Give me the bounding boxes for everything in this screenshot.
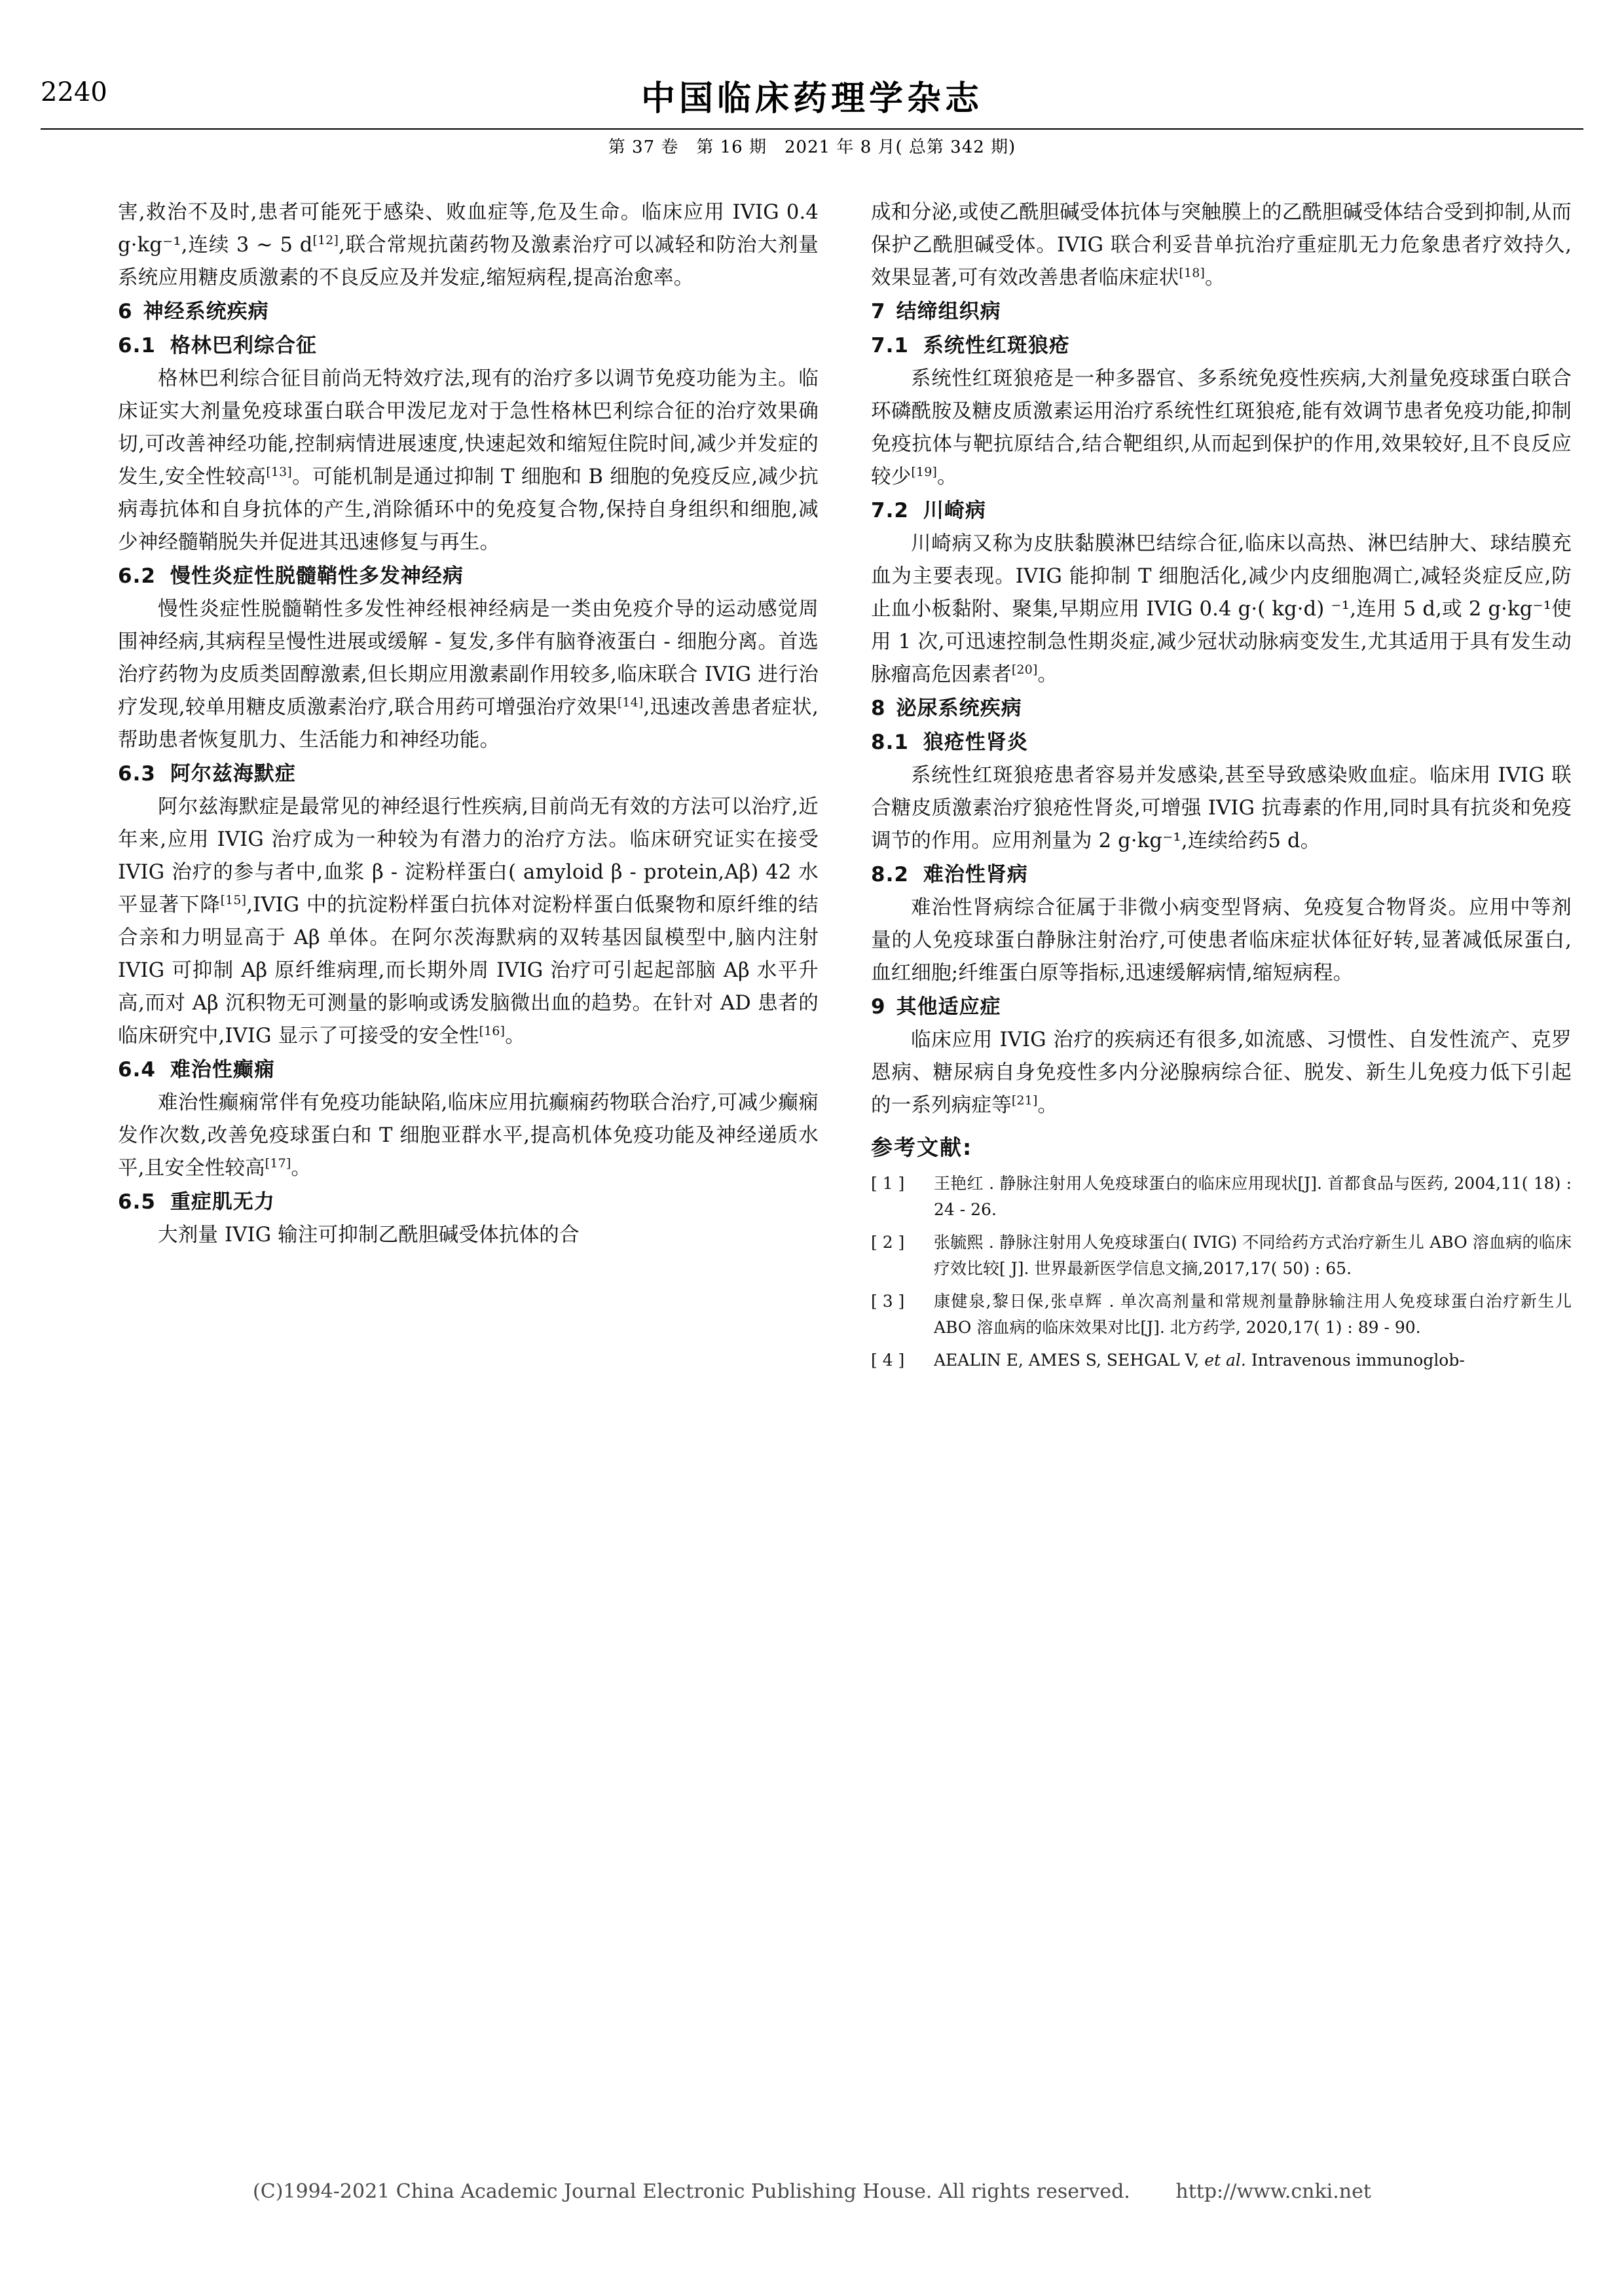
section-heading xyxy=(871,990,1572,1024)
section-title: 难治性肾病 xyxy=(923,863,1028,886)
reference-number: [ 2 ] xyxy=(871,1233,905,1252)
section-number: 6.5 xyxy=(118,1190,156,1214)
reference-text: 康健泉,黎日保,张卓辉 . 单次高剂量和常规剂量静脉输注用人免疫球蛋白治疗新生儿 ABO 溶血病的临床效果对比[J]. 北方药学, 2020,17( 1) : 89 - 90. xyxy=(934,1292,1572,1337)
body-paragraph: 系统性红斑狼疮是一种多器官、多系统免疫性疾病,大剂量免疫球蛋白联合环磷酰胺及糖皮质激素运用治疗系统性红斑狼疮,能有效调节患者免疫功能,抑制免疫抗体与靶抗原结合,结合靶组织,从而起到保护的作用,效果较好,且不良反应较少[19]。 xyxy=(871,367,1572,488)
section-heading xyxy=(871,329,1572,363)
section-heading xyxy=(871,295,1572,329)
footer xyxy=(0,2180,1624,2203)
body-paragraph: 成和分泌,或使乙酰胆碱受体抗体与突触膜上的乙酰胆碱受体结合受到抑制,从而保护乙酰胆碱受体。IVIG 联合利妥昔单抗治疗重症肌无力危象患者疗效持久,效果显著,可有效改善患者临床症状[18]。 xyxy=(871,201,1572,289)
section-heading xyxy=(871,691,1572,725)
body-paragraph: 害,救治不及时,患者可能死于感染、败血症等,危及生命。临床应用 IVIG 0.4 g·kg⁻¹,连续 3 ~ 5 d[12],联合常规抗菌药物及激素治疗可以减轻和防治大剂量系统应用糖皮质激素的不良反应及并发症,缩短病程,提高治愈率。 xyxy=(118,201,819,289)
section-heading xyxy=(118,329,819,363)
section-title: 阿尔兹海默症 xyxy=(170,762,296,786)
body-paragraph: 系统性红斑狼疮患者容易并发感染,甚至导致感染败血症。临床用 IVIG 联合糖皮质激素治疗狼疮性肾炎,可增强 IVIG 抗毒素的作用,同时具有抗炎和免疫调节的作用。应用剂量为 2 g·kg⁻¹,连续给药5 d。 xyxy=(871,764,1572,852)
section-title: 泌尿系统疾病 xyxy=(896,697,1022,720)
reference-number: [ 4 ] xyxy=(871,1351,905,1370)
body-paragraph: 难治性癫痫常伴有免疫功能缺陷,临床应用抗癫痫药物联合治疗,可减少癫痫发作次数,改善免疫球蛋白和 T 细胞亚群水平,提高机体免疫功能及神经递质水平,且安全性较高[17]。 xyxy=(118,1091,819,1180)
section-heading xyxy=(118,757,819,791)
reference-item xyxy=(871,1347,1572,1374)
section-number: 6.3 xyxy=(118,762,156,786)
section-number: 7 xyxy=(871,300,886,323)
section-title: 难治性癫痫 xyxy=(170,1058,275,1082)
body-paragraph: 阿尔兹海默症是最常见的神经退行性疾病,目前尚无有效的方法可以治疗,近年来,应用 IVIG 治疗成为一种较为有潜力的治疗方法。临床研究证实在接受 IVIG 治疗的参与者中,血浆 β - 淀粉样蛋白( amyloid β - protein,Aβ) 42 水平显著下降[15],IVIG 中的抗淀粉样蛋白抗体对淀粉样蛋白低聚物和原纤维的结合亲和力明显高于 Aβ 单体。在阿尔茨海默病的双转基因鼠模型中,脑内注射 IVIG 可抑制 Aβ 原纤维病理,而长期外周 IVIG 治疗可引起起部脑 Aβ 水平升高,而对 Aβ 沉积物无可测量的影响或诱发脑微出血的趋势。在针对 AD 患者的临床研究中,IVIG 显示了可接受的安全性[16]。 xyxy=(118,795,819,1048)
section-heading xyxy=(118,1185,819,1219)
section-number: 7.2 xyxy=(871,499,909,522)
right-column xyxy=(871,196,1572,1374)
section-heading xyxy=(118,295,819,329)
body-paragraph: 临床应用 IVIG 治疗的疾病还有很多,如流感、习惯性、自发性流产、克罗恩病、糖尿病自身免疫性多内分泌腺病综合征、脱发、新生儿免疫力低下引起的一系列病症等[21]。 xyxy=(871,1029,1572,1117)
reference-number: [ 1 ] xyxy=(871,1174,905,1193)
body-paragraph: 大剂量 IVIG 输注可抑制乙酰胆碱受体抗体的合 xyxy=(158,1224,580,1247)
section-heading xyxy=(118,559,819,593)
journal-title: 中国临床药理学杂志 xyxy=(640,79,983,118)
footer-copyright: (C)1994-2021 China Academic Journal Electronic Publishing House. All rights reserved. xyxy=(253,2180,1130,2203)
section-title: 川崎病 xyxy=(923,499,986,522)
section-number: 6.1 xyxy=(118,334,156,357)
section-heading xyxy=(871,494,1572,528)
section-number: 8 xyxy=(871,697,886,720)
section-heading xyxy=(871,725,1572,759)
reference-text: 王艳红 . 静脉注射用人免疫球蛋白的临床应用现状[J]. 首都食品与医药, 2004,11( 18) : 24 - 26. xyxy=(934,1174,1572,1219)
section-title: 重症肌无力 xyxy=(170,1190,275,1214)
body-paragraph: 难治性肾病综合征属于非微小病变型肾病、免疫复合物肾炎。应用中等剂量的人免疫球蛋白静脉注射治疗,可使患者临床症状体征好转,显著减低尿蛋白,血红细胞;纤维蛋白原等指标,迅速缓解病情,缩短病程。 xyxy=(871,896,1572,985)
footer-url[interactable]: http://www.cnki.net xyxy=(1175,2180,1371,2203)
body-paragraph: 慢性炎症性脱髓鞘性多发性神经根神经病是一类由免疫介导的运动感觉周围神经病,其病程呈慢性进展或缓解 - 复发,多伴有脑脊液蛋白 - 细胞分离。首选治疗药物为皮质类固醇激素,但长期应用激素副作用较多,临床联合 IVIG 进行治疗发现,较单用糖皮质激素治疗,联合用药可增强治疗效果[14],迅速改善患者症状,帮助患者恢复肌力、生活能力和神经功能。 xyxy=(118,598,819,752)
journal-issue-line: 第 37 卷 第 16 期 2021 年 8 月( 总第 342 期) xyxy=(608,137,1016,158)
section-number: 9 xyxy=(871,995,886,1019)
reference-text: AEALIN E, AMES S, SEHGAL V, et al. Intravenous immunoglob- xyxy=(934,1351,1465,1370)
section-title: 神经系统疾病 xyxy=(143,300,269,323)
section-title: 系统性红斑狼疮 xyxy=(923,334,1070,357)
reference-item xyxy=(871,1171,1572,1223)
body-paragraph: 格林巴利综合征目前尚无特效疗法,现有的治疗多以调节免疫功能为主。临床证实大剂量免疫球蛋白联合甲泼尼龙对于急性格林巴利综合征的治疗效果确切,可改善神经功能,控制病情进展速度,快速起效和缩短住院时间,减少并发症的发生,安全性较高[13]。可能机制是通过抑制 T 细胞和 B 细胞的免疫反应,减少抗病毒抗体和自身抗体的产生,消除循环中的免疫复合物,保持自身组织和细胞,减少神经髓鞘脱失并促进其迅速修复与再生。 xyxy=(118,367,819,554)
references-list xyxy=(871,1171,1572,1374)
section-heading xyxy=(118,1053,819,1087)
reference-text: 张毓熙 . 静脉注射用人免疫球蛋白( IVIG) 不同给药方式治疗新生儿 ABO 溶血病的临床疗效比较[ J]. 世界最新医学信息文摘,2017,17( 50) : 65. xyxy=(934,1233,1572,1278)
section-title: 格林巴利综合征 xyxy=(170,334,317,357)
section-title: 结缔组织病 xyxy=(896,300,1001,323)
section-number: 6.4 xyxy=(118,1058,156,1082)
section-number: 8.1 xyxy=(871,731,909,754)
references-title: 参考文献: xyxy=(871,1135,973,1160)
left-column xyxy=(118,196,819,1252)
section-number: 6 xyxy=(118,300,133,323)
section-title: 慢性炎症性脱髓鞘性多发神经病 xyxy=(170,564,464,588)
body-paragraph: 川崎病又称为皮肤黏膜淋巴结综合征,临床以高热、淋巴结肿大、球结膜充血为主要表现。IVIG 能抑制 T 细胞活化,减少内皮细胞凋亡,减轻炎症反应,防止血小板黏附、聚集,早期应用 IVIG 0.4 g·( kg·d) ⁻¹,连用 5 d,或 2 g·kg⁻¹使用 1 次,可迅速控制急性期炎症,减少冠状动脉病变发生,尤其适用于具有发生动脉瘤高危因素者[20]。 xyxy=(871,532,1572,686)
section-title: 其他适应症 xyxy=(896,995,1001,1019)
reference-item xyxy=(871,1288,1572,1341)
page-header xyxy=(0,79,1624,158)
reference-item xyxy=(871,1230,1572,1282)
section-number: 8.2 xyxy=(871,863,909,886)
section-number: 6.2 xyxy=(118,564,156,588)
reference-number: [ 3 ] xyxy=(871,1292,905,1311)
section-title: 狼疮性肾炎 xyxy=(923,731,1028,754)
section-heading xyxy=(871,858,1572,892)
section-number: 7.1 xyxy=(871,334,909,357)
page-number: 2240 xyxy=(41,77,107,107)
